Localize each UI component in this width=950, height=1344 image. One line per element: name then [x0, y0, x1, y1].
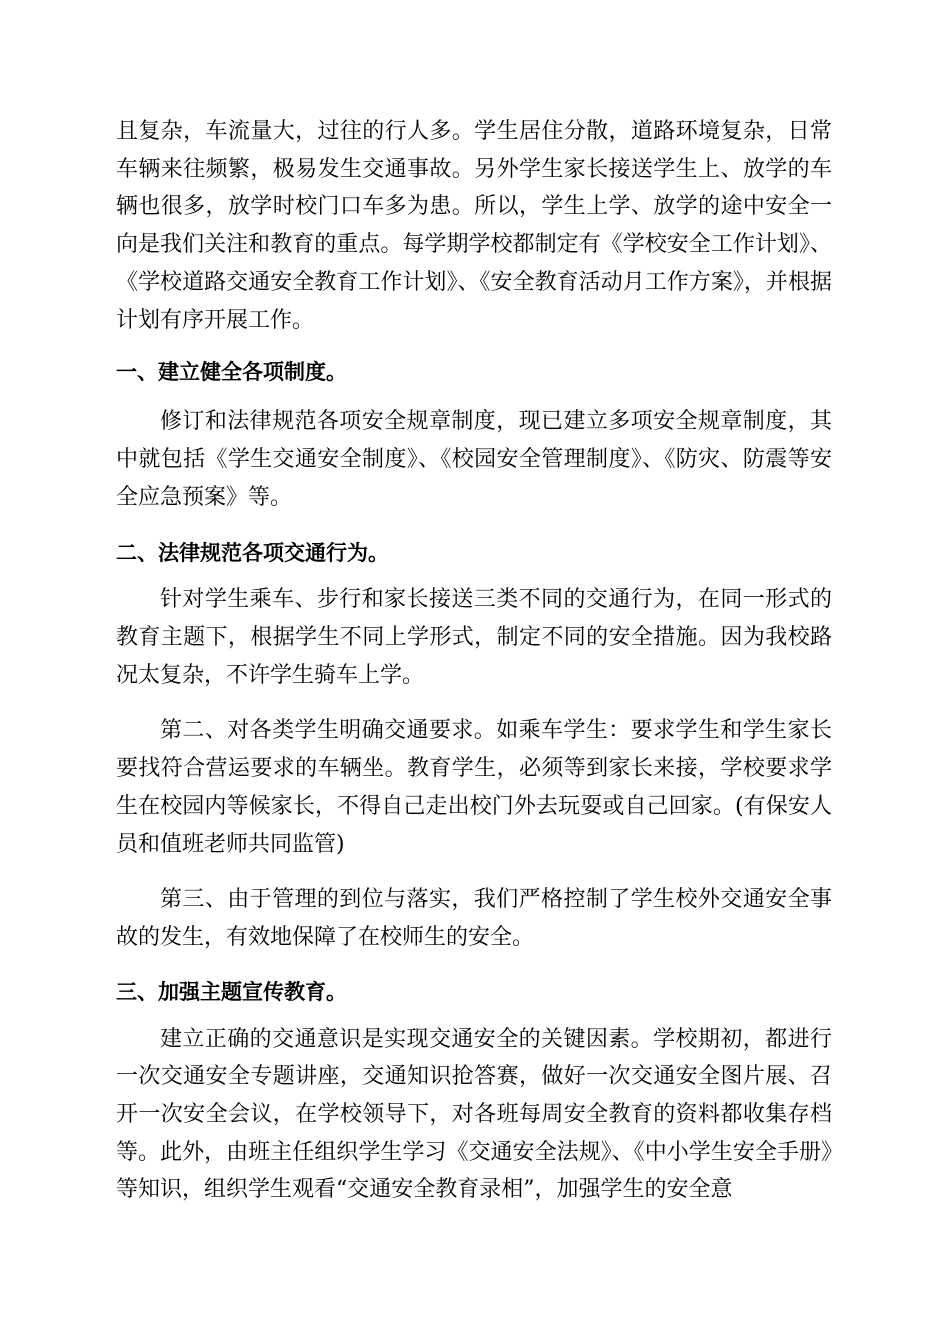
section-3-paragraph-1: 建立正确的交通意识是实现交通安全的关键因素。学校期初，都进行一次交通安全专题讲座，交通知识抢答赛，做好一次交通安全图片展、召开一次安全会议，在学校领导下，对各班每周安全教育的资料都收集存档等。此外，由班主任组织学生学习《交通安全法规》、《中小学生安全手册》等知识，组织学生观看“交通安全教育录相”，加强学生的安全意 [116, 1026, 832, 1203]
section-heading-2: 二、法律规范各项交通行为。 [116, 541, 389, 566]
section-heading-1: 一、建立健全各项制度。 [116, 360, 347, 385]
intro-paragraph: 且复杂，车流量大，过往的行人多。学生居住分散，道路环境复杂，日常车辆来往频繁，极易发生交通事故。另外学生家长接送学生上、放学的车辆也很多，放学时校门口车多为患。所以，学生上学、放学的途中安全一向是我们关注和教育的重点。每学期学校都制定有《学校安全工作计划》、《学校道路交通安全教育工作计划》、《安全教育活动月工作方案》，并根据计划有序开展工作。 [116, 119, 832, 333]
section-1-paragraph-1: 修订和法律规范各项安全规章制度，现已建立多项安全规章制度，其中就包括《学生交通安全制度》、《校园安全管理制度》、《防灾、防震等安全应急预案》等。 [116, 409, 832, 510]
section-2-paragraph-1: 针对学生乘车、步行和家长接送三类不同的交通行为，在同一形式的教育主题下，根据学生不同上学形式，制定不同的安全措施。因为我校路况太复杂，不许学生骑车上学。 [116, 587, 832, 688]
section-heading-3: 三、加强主题宣传教育。 [116, 979, 347, 1004]
section-2-paragraph-2: 第二、对各类学生明确交通要求。如乘车学生：要求学生和学生家长要找符合营运要求的车辆坐。教育学生，必须等到家长来接，学校要求学生在校园内等候家长，不得自己走出校门外去玩耍或自己回家。(有保安人员和值班老师共同监管) [116, 718, 832, 857]
document-page [116, 113, 832, 1209]
section-2-paragraph-3: 第三、由于管理的到位与落实，我们严格控制了学生校外交通安全事故的发生，有效地保障了在校师生的安全。 [116, 887, 832, 950]
